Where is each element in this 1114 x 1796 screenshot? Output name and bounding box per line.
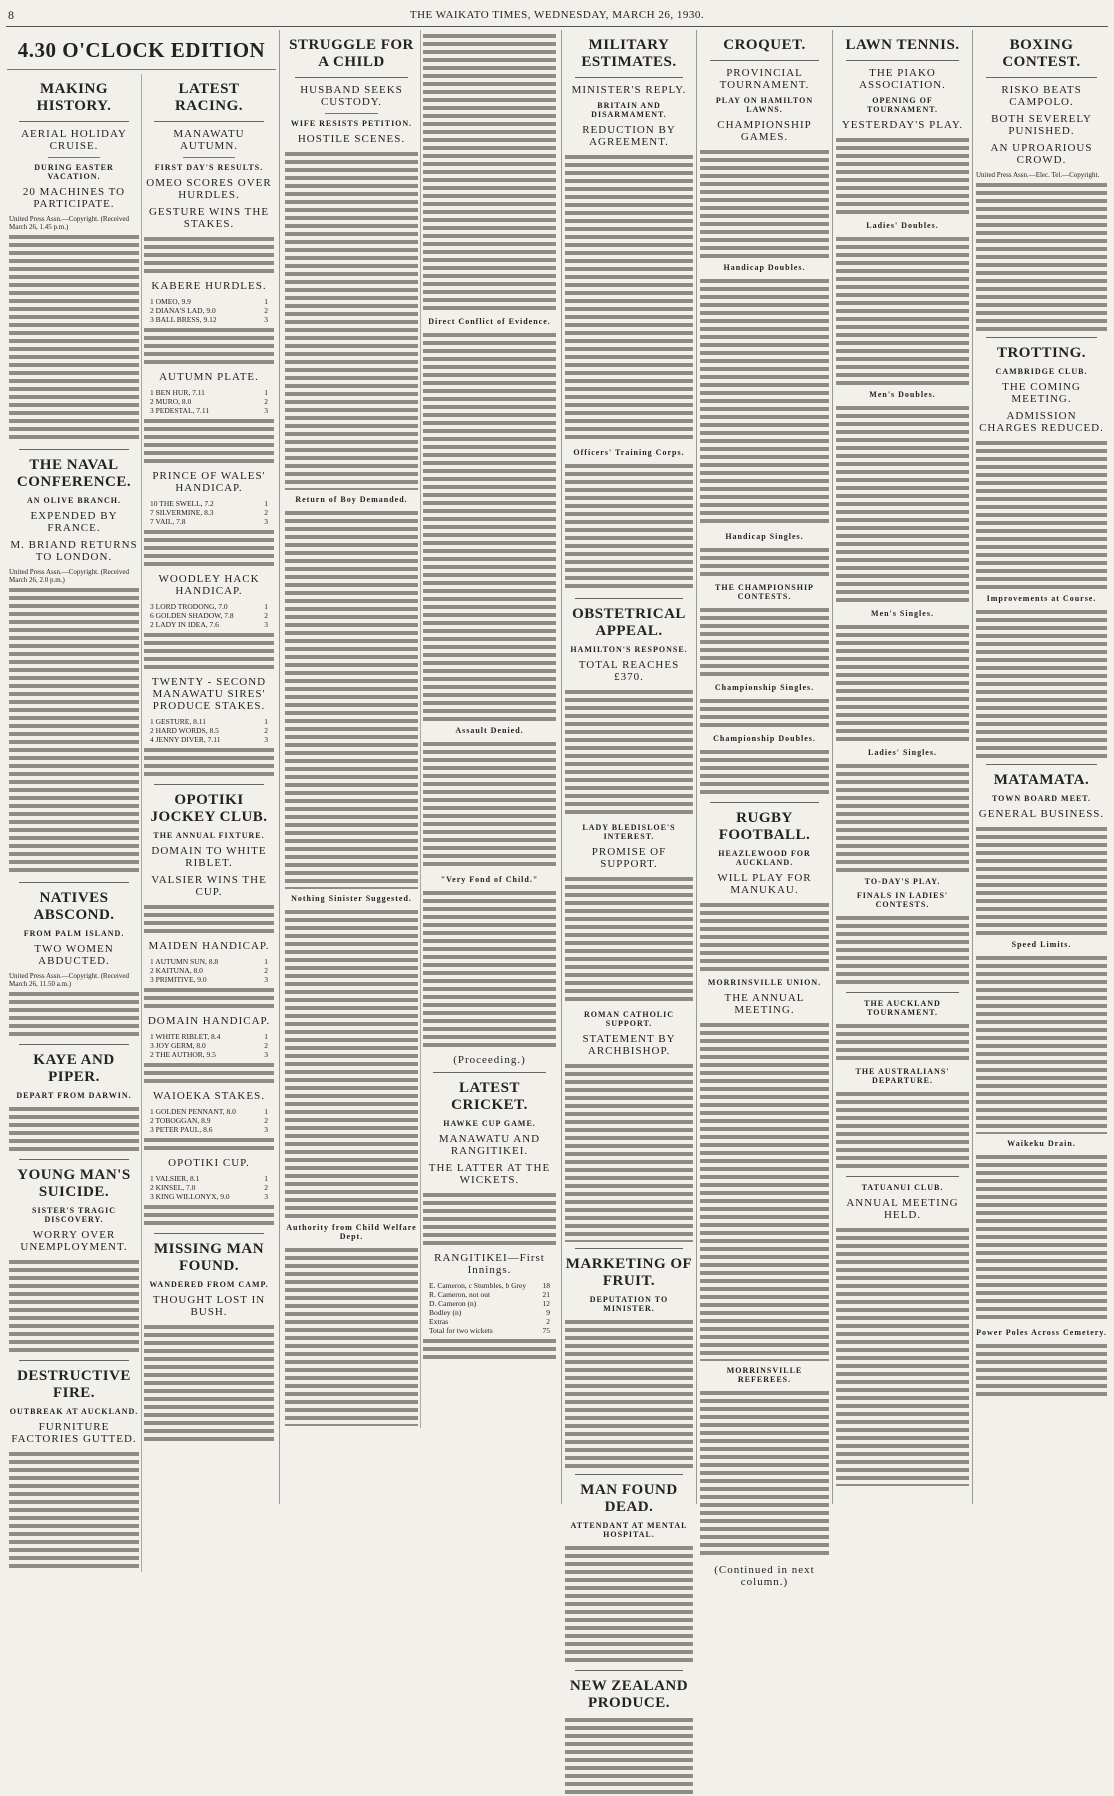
- rugby-body: [700, 901, 829, 973]
- kabere-hurdles-title: KABERE HURDLES.: [151, 280, 267, 292]
- column-4: [696, 30, 832, 1588]
- trotting-h3: CAMBRIDGE CLUB.: [995, 367, 1088, 376]
- domain-handicap-title: DOMAIN HANDICAP.: [147, 1015, 271, 1027]
- fire-title: DESTRUCTIVE FIRE.: [17, 1368, 131, 1401]
- boxing-sub3: AN UPROARIOUS CROWD.: [990, 142, 1093, 166]
- morrinsville-sub: THE ANNUAL MEETING.: [724, 992, 805, 1016]
- latest-racing-title: LATEST RACING.: [174, 81, 244, 114]
- result-row: 6 GOLDEN SHADOW, 7.8 2: [150, 611, 268, 620]
- croquet-subhead-1: Handicap Doubles.: [723, 263, 806, 272]
- tennis-body-1: [836, 136, 969, 216]
- struggle-subhead-1: Return of Boy Demanded.: [295, 495, 408, 504]
- tennis-body-4: [836, 623, 969, 743]
- fruit-body: [565, 1318, 693, 1468]
- missing-man-body: [144, 1323, 274, 1443]
- tennis-body-3: [836, 404, 969, 604]
- score-row: D. Cameron (n) 12: [429, 1299, 550, 1308]
- tennis-sub: THE PIAKO ASSOCIATION.: [859, 67, 946, 91]
- columns: [4, 30, 1110, 1711]
- tennis-subhead-4: Ladies' Singles.: [868, 748, 937, 757]
- column-1a: [7, 74, 141, 1572]
- tatuanui-h3: TATUANUI CLUB.: [861, 1183, 944, 1192]
- result-row: 2 KAITUNA, 8.0 2: [150, 966, 268, 975]
- produce-body: [565, 1716, 693, 1796]
- result-row: 2 LADY IN IDEA, 7.6 3: [150, 620, 268, 629]
- naval-sub: EXPENDED BY FRANCE.: [30, 510, 118, 534]
- result-row: 1 WHITE RIBLET, 8.4 1: [150, 1032, 268, 1041]
- kaye-title: KAYE AND PIPER.: [33, 1052, 115, 1085]
- struggle-sub2: HOSTILE SCENES.: [297, 133, 406, 145]
- boxing-title: BOXING CONTEST.: [1002, 37, 1081, 70]
- tennis-body-6: [836, 914, 969, 986]
- result-row: 2 MURO, 8.0 2: [150, 397, 268, 406]
- croquet-h3: PLAY ON HAMILTON LAWNS.: [715, 96, 814, 114]
- struggle-sub: HUSBAND SEEKS CUSTODY.: [300, 84, 403, 108]
- fire-body: [9, 1450, 139, 1570]
- column-5: [832, 30, 972, 1504]
- matamata-subhead-1: Speed Limits.: [1011, 940, 1072, 949]
- suicide-body: [9, 1258, 139, 1354]
- struggle-body-1: [285, 150, 418, 490]
- result-row: 2 THE AUTHOR, 9.5 3: [150, 1050, 268, 1059]
- croquet-body-4: [700, 606, 829, 678]
- trotting-title: TROTTING.: [996, 345, 1087, 361]
- military-title: MILITARY ESTIMATES.: [581, 37, 677, 70]
- obstetrical-h3c: ROMAN CATHOLIC SUPPORT.: [583, 1010, 675, 1028]
- result-row: 7 VAIL, 7.8 3: [150, 517, 268, 526]
- produce-title: NEW ZEALAND PRODUCE.: [569, 1678, 689, 1711]
- tennis-title: LAWN TENNIS.: [845, 37, 960, 53]
- struggle-subhead-2: Nothing Sinister Suggested.: [291, 894, 412, 903]
- tennis-subhead-1: Ladies' Doubles.: [866, 221, 939, 230]
- suicide-sub: WORRY OVER UNEMPLOYMENT.: [20, 1229, 128, 1253]
- racing-intro: [144, 235, 274, 275]
- page-title: THE WAIKATO TIMES, WEDNESDAY, MARCH 26, 1930.: [409, 9, 705, 21]
- croquet-sub: PROVINCIAL TOURNAMENT.: [719, 67, 810, 91]
- opotiki-title: OPOTIKI JOCKEY CLUB.: [150, 792, 268, 825]
- latest-racing-sub: MANAWATU AUTUMN.: [173, 128, 245, 152]
- cricket-body: [423, 1191, 556, 1247]
- fire-h3: OUTBREAK AT AUCKLAND.: [9, 1407, 139, 1416]
- opotiki-cup-title: OPOTIKI CUP.: [168, 1157, 250, 1169]
- suicide-h3: SISTER'S TRAGIC DISCOVERY.: [32, 1206, 116, 1224]
- prince-handicap-title: PRINCE OF WALES' HANDICAP.: [152, 470, 266, 494]
- natives-byline: United Press Assn.—Copyright. (Received March 26, 11.50 a.m.): [9, 972, 129, 988]
- auckland-tournament-body: [836, 1022, 969, 1062]
- cricket-title: LATEST CRICKET.: [451, 1080, 528, 1113]
- struggle-subhead-4: Direct Conflict of Evidence.: [428, 317, 551, 326]
- obstetrical-sub3: STATEMENT BY ARCHBISHOP.: [582, 1033, 676, 1057]
- man-found-dead-title: MAN FOUND DEAD.: [580, 1482, 678, 1515]
- croquet-h3b: THE CHAMPIONSHIP CONTESTS.: [715, 583, 814, 601]
- morrinsville-body-2: [700, 1389, 829, 1559]
- croquet-title: CROQUET.: [723, 37, 806, 53]
- result-row: 10 THE SWELL, 7.2 1: [150, 499, 268, 508]
- naval-body: [9, 586, 139, 876]
- making-history-body: [9, 233, 139, 443]
- tennis-subhead-3: Men's Singles.: [871, 609, 934, 618]
- result-row: 1 GESTURE, 8.11 1: [150, 717, 268, 726]
- result-row: 1 OMEO, 9.9 1: [150, 297, 268, 306]
- struggle-subhead-5: Assault Denied.: [455, 726, 524, 735]
- result-row: 3 PRIMITIVE, 9.0 3: [150, 975, 268, 984]
- obstetrical-h3b: LADY BLEDISLOE'S INTEREST.: [582, 823, 676, 841]
- trotting-subhead-1: Improvements at Course.: [986, 594, 1097, 603]
- naval-byline: United Press Assn.—Copyright. (Received March 26, 2.0 p.m.): [9, 568, 129, 584]
- result-row: 3 LORD TRODONG, 7.0 1: [150, 602, 268, 611]
- score-row: R. Cameron, not out 21: [429, 1290, 550, 1299]
- struggle-body-2: [285, 509, 418, 889]
- australians-departure-body: [836, 1090, 969, 1170]
- military-sub: MINISTER'S REPLY.: [571, 84, 687, 96]
- matamata-subhead-2: Waikeku Drain.: [1007, 1139, 1076, 1148]
- kaye-body: [9, 1105, 139, 1153]
- matamata-title: MATAMATA.: [993, 772, 1090, 788]
- trotting-body-2: [976, 608, 1107, 758]
- matamata-subhead-3: Power Poles Across Cemetery.: [976, 1328, 1107, 1337]
- natives-title: NATIVES ABSCOND.: [33, 890, 115, 923]
- tennis-h3: OPENING OF TOURNAMENT.: [867, 96, 938, 114]
- morrinsville-continued: (Continued in next column.): [714, 1564, 815, 1588]
- result-row: 2 HARD WORDS, 8.5 2: [150, 726, 268, 735]
- missing-man-title: MISSING MAN FOUND.: [153, 1241, 265, 1274]
- result-row: 1 VALSIER, 8.1 1: [150, 1174, 268, 1183]
- opotiki-sub2: VALSIER WINS THE CUP.: [151, 874, 267, 898]
- croquet-body-1: [700, 148, 829, 258]
- obstetrical-body-1: [565, 688, 693, 818]
- boxing-sub2: BOTH SEVERELY PUNISHED.: [991, 113, 1092, 137]
- making-history-sub2: 20 MACHINES TO PARTICIPATE.: [22, 186, 126, 210]
- cricket-sub: MANAWATU AND RANGITIKEI.: [438, 1133, 541, 1157]
- column-6: [972, 30, 1110, 1504]
- military-body-1: [565, 153, 693, 443]
- struggle-body-4: [285, 1246, 418, 1426]
- waioeka-stakes-title: WAIOEKA STAKES.: [153, 1090, 265, 1102]
- masthead-rule: [6, 26, 1108, 27]
- result-row: 3 PEDESTAL, 7.11 3: [150, 406, 268, 415]
- column-2b: [420, 30, 558, 1428]
- making-history-title: MAKING HISTORY.: [36, 81, 112, 114]
- woodley-hack-title: WOODLEY HACK HANDICAP.: [158, 573, 260, 597]
- rugby-h3: HEAZLEWOOD FOR AUCKLAND.: [718, 849, 811, 867]
- tatuanui-sub: ANNUAL MEETING HELD.: [846, 1197, 959, 1221]
- twenty-second-stakes-title: TWENTY - SECOND MANAWATU SIRES' PRODUCE STAKES.: [151, 676, 267, 712]
- tennis-body-5: [836, 762, 969, 872]
- struggle-body-8: [423, 889, 556, 1049]
- croquet-body-3: [700, 546, 829, 578]
- tennis-subhead-2: Men's Doubles.: [869, 390, 936, 399]
- auckland-tournament-h3: THE AUCKLAND TOURNAMENT.: [864, 999, 941, 1017]
- obstetrical-sub2: PROMISE OF SUPPORT.: [591, 846, 667, 870]
- struggle-body-5: [423, 32, 556, 312]
- matamata-body-3: [976, 1153, 1107, 1323]
- morrinsville-body-1: [700, 1021, 829, 1361]
- croquet-body-5: [700, 697, 829, 729]
- natives-h3: FROM PALM ISLAND.: [23, 929, 125, 938]
- missing-man-sub: THOUGHT LOST IN BUSH.: [152, 1294, 266, 1318]
- obstetrical-body-3: [565, 1062, 693, 1242]
- boxing-body: [976, 181, 1107, 331]
- military-subhead-1: Officers' Training Corps.: [573, 448, 685, 457]
- naval-sub2: M. BRIAND RETURNS TO LONDON.: [10, 539, 138, 563]
- natives-body: [9, 990, 139, 1038]
- fruit-title: MARKETING OF FRUIT.: [565, 1256, 693, 1289]
- score-row: Extras 2: [429, 1317, 550, 1326]
- obstetrical-sub: TOTAL REACHES £370.: [578, 659, 680, 683]
- page-number: 8: [8, 8, 14, 22]
- result-row: 1 BEN HUR, 7.11 1: [150, 388, 268, 397]
- cricket-sub2: THE LATTER AT THE WICKETS.: [428, 1162, 551, 1186]
- morrinsville-h3: MORRINSVILLE UNION.: [707, 978, 822, 987]
- boxing-sub: RISKO BEATS CAMPOLO.: [1001, 84, 1082, 108]
- column-2-split: [283, 30, 558, 1428]
- obstetrical-h3: HAMILTON'S RESPONSE.: [570, 645, 688, 654]
- making-history-byline: United Press Assn.—Copyright. (Received March 26, 1.45 p.m.): [9, 215, 129, 231]
- obstetrical-body-2: [565, 875, 693, 1005]
- making-history-sub: AERIAL HOLIDAY CRUISE.: [21, 128, 127, 152]
- struggle-body-6: [423, 331, 556, 721]
- naval-title: THE NAVAL CONFERENCE.: [16, 457, 132, 490]
- column-1-split: [7, 74, 276, 1572]
- struggle-subhead-3: Authority from Child Welfare Dept.: [286, 1223, 417, 1241]
- tennis-body-2: [836, 235, 969, 385]
- croquet-body-6: [700, 748, 829, 796]
- matamata-body-4: [976, 1342, 1107, 1398]
- result-row: 2 KINSEL, 7.0 2: [150, 1183, 268, 1192]
- struggle-proceeding: (Proceeding.): [453, 1054, 526, 1066]
- croquet-sub2: CHAMPIONSHIP GAMES.: [717, 119, 812, 143]
- column-1b: [141, 74, 276, 1572]
- cricket-h3: HAWKE CUP GAME.: [443, 1119, 536, 1128]
- naval-h3: AN OLIVE BRANCH.: [26, 496, 121, 505]
- tennis-subhead-5: TO-DAY'S PLAY.: [864, 877, 941, 886]
- cricket-innings: RANGITIKEI—First Innings.: [434, 1252, 545, 1276]
- croquet-subhead-3: Championship Singles.: [714, 683, 815, 692]
- australians-departure-h3: THE AUSTRALIANS' DEPARTURE.: [855, 1067, 950, 1085]
- struggle-body-7: [423, 740, 556, 870]
- score-row: Bodley (n) 9: [429, 1308, 550, 1317]
- morrinsville-h3b: MORRINSVILLE REFEREES.: [726, 1366, 803, 1384]
- result-row: 2 TOBOGGAN, 8.9 2: [150, 1116, 268, 1125]
- score-row: E. Cameron, c Stumbles, b Grey 18: [429, 1281, 550, 1290]
- opotiki-h3: THE ANNUAL FIXTURE.: [153, 831, 265, 840]
- result-row: 3 JOY GERM, 8.0 2: [150, 1041, 268, 1050]
- result-row: 7 SILVERMINE, 8.3 2: [150, 508, 268, 517]
- result-row: 2 DIANA'S LAD, 9.0 2: [150, 306, 268, 315]
- opotiki-sub: DOMAIN TO WHITE RIBLET.: [151, 845, 267, 869]
- boxing-byline: United Press Assn.—Elec. Tel.—Copyright.: [976, 171, 1100, 179]
- score-total: Total for two wickets 75: [429, 1326, 550, 1335]
- croquet-body-2: [700, 277, 829, 527]
- struggle-subhead-6: "Very Fond of Child.": [440, 875, 539, 884]
- masthead: [0, 0, 1114, 26]
- result-row: 3 BALL BRESS, 9.12 3: [150, 315, 268, 324]
- maiden-handicap-title: MAIDEN HANDICAP.: [148, 940, 270, 952]
- trotting-sub: THE COMING MEETING.: [1002, 381, 1081, 405]
- military-sub2: REDUCTION BY AGREEMENT.: [582, 124, 676, 148]
- struggle-title: STRUGGLE FOR A CHILD: [289, 37, 414, 70]
- result-row: 4 JENNY DIVER, 7.11 3: [150, 735, 268, 744]
- latest-racing-h3: FIRST DAY'S RESULTS.: [154, 163, 264, 172]
- fruit-h3: DEPUTATION TO MINISTER.: [589, 1295, 669, 1313]
- tennis-sub2: YESTERDAY'S PLAY.: [841, 119, 964, 131]
- column-1: [4, 30, 279, 1504]
- croquet-subhead-4: Championship Doubles.: [713, 734, 816, 743]
- tennis-subhead-6: FINALS IN LADIES' CONTESTS.: [856, 891, 949, 909]
- man-found-dead-h3: ATTENDANT AT MENTAL HOSPITAL.: [570, 1521, 688, 1539]
- suicide-title: YOUNG MAN'S SUICIDE.: [17, 1167, 131, 1200]
- fire-sub: FURNITURE FACTORIES GUTTED.: [11, 1421, 137, 1445]
- result-row: 1 AUTUMN SUN, 8.8 1: [150, 957, 268, 966]
- croquet-subhead-2: Handicap Singles.: [725, 532, 804, 541]
- natives-sub: TWO WOMEN ABDUCTED.: [34, 943, 114, 967]
- column-2a: [283, 30, 420, 1428]
- military-body-2: [565, 462, 693, 592]
- result-row: 3 KING WILLONYX, 9.0 3: [150, 1192, 268, 1201]
- missing-man-h3: WANDERED FROM CAMP.: [149, 1280, 269, 1289]
- making-history-h3: DURING EASTER VACATION.: [34, 163, 114, 181]
- racing-sub1: OMEO SCORES OVER HURDLES.: [146, 177, 272, 201]
- column-3: [561, 30, 696, 1711]
- matamata-body-1: [976, 825, 1107, 935]
- struggle-h3: WIFE RESISTS PETITION.: [290, 119, 413, 128]
- column-2: [279, 30, 561, 1504]
- racing-sub2: GESTURE WINS THE STAKES.: [148, 206, 270, 230]
- obstetrical-title: OBSTETRICAL APPEAL.: [572, 606, 686, 639]
- matamata-sub: GENERAL BUSINESS.: [978, 808, 1105, 820]
- man-found-dead-body: [565, 1544, 693, 1664]
- autumn-plate-title: AUTUMN PLATE.: [159, 371, 259, 383]
- result-row: 3 PETER PAUL, 8.6 3: [150, 1125, 268, 1134]
- matamata-body-2: [976, 954, 1107, 1134]
- edition-headline: 4.30 O'CLOCK EDITION: [7, 30, 276, 70]
- military-h3: BRITAIN AND DISARMAMENT.: [591, 101, 667, 119]
- trotting-sub2: ADMISSION CHARGES REDUCED.: [979, 410, 1104, 434]
- rugby-sub: WILL PLAY FOR MANUKAU.: [717, 872, 812, 896]
- rugby-title: RUGBY FOOTBALL.: [718, 810, 811, 843]
- struggle-body-3: [285, 908, 418, 1218]
- tatuanui-body: [836, 1226, 969, 1486]
- matamata-h3: TOWN BOARD MEET.: [991, 794, 1092, 803]
- kaye-h3: DEPART FROM DARWIN.: [16, 1091, 132, 1100]
- result-row: 1 GOLDEN PENNANT, 8.0 1: [150, 1107, 268, 1116]
- trotting-body-1: [976, 439, 1107, 589]
